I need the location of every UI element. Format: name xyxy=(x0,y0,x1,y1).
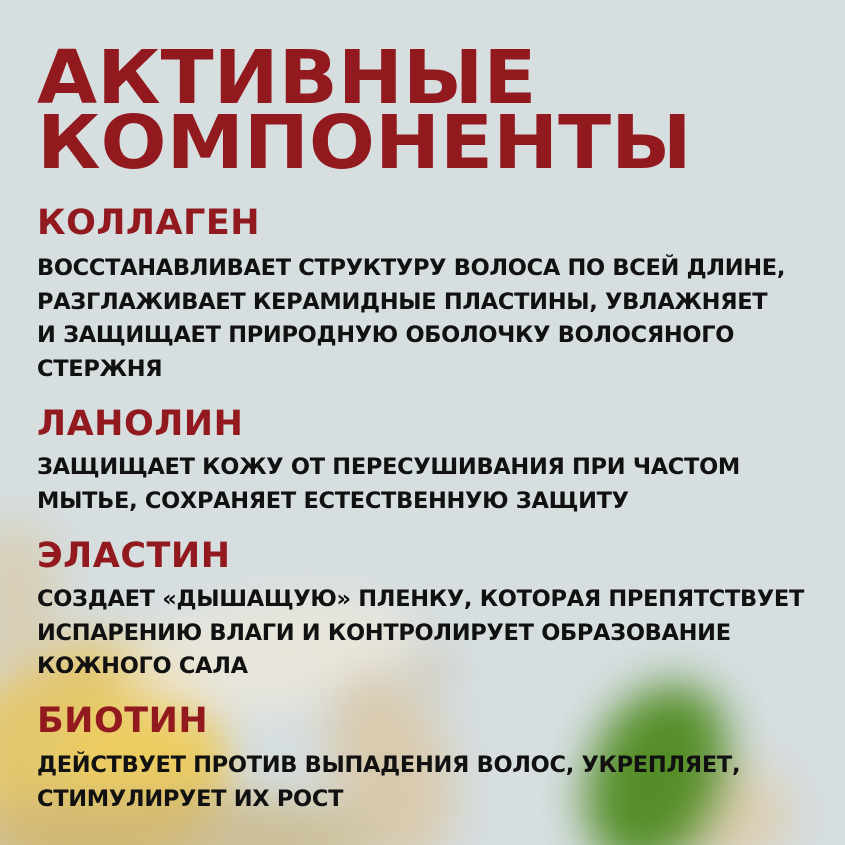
description-line: И ЗАЩИЩАЕТ ПРИРОДНУЮ ОБОЛОЧКУ ВОЛОСЯНОГО xyxy=(37,322,735,349)
description-line: СТЕРЖНЯ xyxy=(37,356,163,383)
component-description-collagen xyxy=(37,252,785,387)
component-heading-lanolin: ЛАНОЛИН xyxy=(37,404,244,444)
component-heading-biotin: БИОТИН xyxy=(37,701,209,741)
description-line: КОЖНОГО САЛА xyxy=(37,653,248,680)
description-line: РАЗГЛАЖИВАЕТ КЕРАМИДНЫЕ ПЛАСТИНЫ, УВЛАЖНЯЕТ xyxy=(37,288,768,315)
description-line: ДЕЙСТВУЕТ ПРОТИВ ВЫПАДЕНИЯ ВОЛОС, УКРЕПЛЯЕТ, xyxy=(37,752,741,778)
component-heading-elastin: ЭЛАСТИН xyxy=(37,536,231,576)
description-line: ИСПАРЕНИЮ ВЛАГИ И КОНТРОЛИРУЕТ ОБРАЗОВАНИЕ xyxy=(37,619,731,646)
component-description-lanolin xyxy=(37,451,740,518)
page-title xyxy=(37,35,692,186)
title-line-2: КОМПОНЕНТЫ xyxy=(37,100,692,186)
component-description-biotin xyxy=(37,749,740,816)
description-line: СТИМУЛИРУЕТ ИХ РОСТ xyxy=(37,785,344,812)
description-line: ВОССТАНАВЛИВАЕТ СТРУКТУРУ ВОЛОСА ПО ВСЕЙ ДЛИНЕ, xyxy=(37,255,786,281)
description-line: СОЗДАЕТ «ДЫШАЩУЮ» ПЛЕНКУ, КОТОРАЯ ПРЕПЯТСТВУЕТ xyxy=(37,586,805,612)
component-heading-collagen: КОЛЛАГЕН xyxy=(37,203,261,243)
title-line-1: АКТИВНЫЕ xyxy=(37,35,537,121)
component-description-elastin xyxy=(37,583,804,684)
description-line: ЗАЩИЩАЕТ КОЖУ ОТ ПЕРЕСУШИВАНИЯ ПРИ ЧАСТОМ xyxy=(37,454,740,480)
description-line: МЫТЬЕ, СОХРАНЯЕТ ЕСТЕСТВЕННУЮ ЗАЩИТУ xyxy=(37,487,629,514)
